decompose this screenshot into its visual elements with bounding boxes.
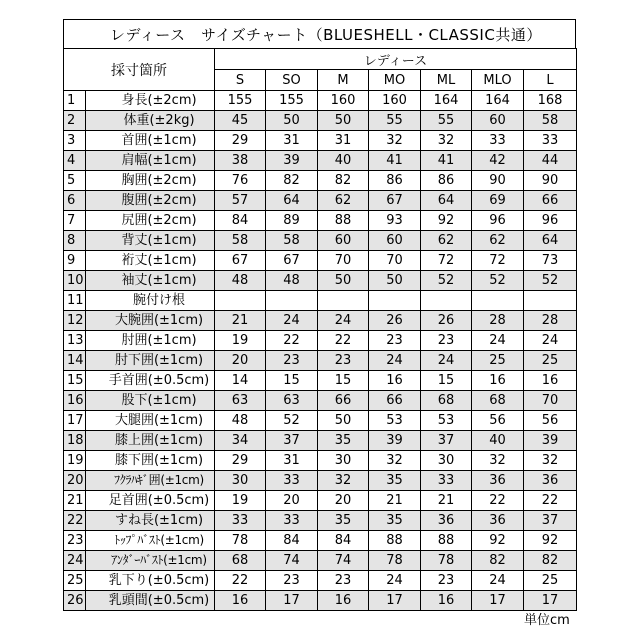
size-value: 22 <box>215 571 266 591</box>
size-value: 25 <box>472 351 524 371</box>
size-value: 23 <box>266 351 318 371</box>
size-value: 66 <box>369 391 421 411</box>
measurement-item <box>86 451 215 471</box>
row-number: 9 <box>64 251 86 271</box>
size-value: 70 <box>524 391 577 411</box>
size-value: 20 <box>215 351 266 371</box>
measurement-label: 身長(±2cm) <box>121 93 197 108</box>
measurement-label: 尻囲(±2cm) <box>121 213 197 228</box>
size-value: 55 <box>421 111 472 131</box>
row-number: 4 <box>64 151 86 171</box>
size-value: 15 <box>421 371 472 391</box>
table-row <box>64 131 577 151</box>
measurement-label: 足首囲(±0.5cm) <box>108 493 210 508</box>
size-value: 17 <box>472 591 524 611</box>
measurement-item <box>86 91 215 111</box>
table-row <box>64 491 577 511</box>
size-value: 84 <box>318 531 369 551</box>
table-row <box>64 331 577 351</box>
size-value: 66 <box>524 191 577 211</box>
size-value: 32 <box>524 451 577 471</box>
size-header: M <box>318 70 369 91</box>
size-value: 31 <box>266 451 318 471</box>
size-value: 22 <box>472 491 524 511</box>
size-value: 24 <box>472 331 524 351</box>
row-number: 21 <box>64 491 86 511</box>
row-number: 16 <box>64 391 86 411</box>
size-value: 30 <box>318 451 369 471</box>
measurement-label: すね長(±1cm) <box>114 513 204 528</box>
table-row <box>64 411 577 431</box>
measure-header: 採寸箇所 <box>64 49 215 91</box>
size-value: 36 <box>421 511 472 531</box>
size-value: 15 <box>318 371 369 391</box>
measurement-label: 肘下囲(±1cm) <box>114 353 204 368</box>
size-value: 32 <box>369 131 421 151</box>
measurement-item <box>86 211 215 231</box>
size-value: 23 <box>266 571 318 591</box>
row-number: 7 <box>64 211 86 231</box>
size-value: 39 <box>266 151 318 171</box>
size-value: 16 <box>369 371 421 391</box>
size-value: 32 <box>318 471 369 491</box>
size-value: 82 <box>266 171 318 191</box>
size-value: 92 <box>524 531 577 551</box>
size-value: 82 <box>524 551 577 571</box>
size-value: 168 <box>524 91 577 111</box>
size-value: 60 <box>369 231 421 251</box>
size-value: 90 <box>524 171 577 191</box>
row-number: 15 <box>64 371 86 391</box>
size-value: 67 <box>369 191 421 211</box>
size-value: 33 <box>472 131 524 151</box>
table-row <box>64 571 577 591</box>
size-value: 90 <box>472 171 524 191</box>
measurement-item <box>86 431 215 451</box>
size-value: 32 <box>369 451 421 471</box>
size-value: 24 <box>472 571 524 591</box>
row-number: 18 <box>64 431 86 451</box>
measurement-label: 肘囲(±1cm) <box>121 333 197 348</box>
size-value: 53 <box>369 411 421 431</box>
size-value: 20 <box>266 491 318 511</box>
measurement-label: ﾄｯﾌﾟﾊﾞｽﾄ(±1cm) <box>114 533 204 547</box>
size-header: L <box>524 70 577 91</box>
size-value: 33 <box>524 131 577 151</box>
size-value: 88 <box>369 531 421 551</box>
size-value: 68 <box>421 391 472 411</box>
measurement-label: 裄丈(±1cm) <box>121 253 197 268</box>
measurement-item <box>86 591 215 611</box>
row-number: 13 <box>64 331 86 351</box>
size-value: 78 <box>215 531 266 551</box>
row-number: 6 <box>64 191 86 211</box>
table-row <box>64 471 577 491</box>
table-row <box>64 591 577 611</box>
measurement-item <box>86 271 215 291</box>
row-number: 11 <box>64 291 86 311</box>
size-value: 36 <box>472 511 524 531</box>
row-number: 23 <box>64 531 86 551</box>
size-value: 72 <box>421 251 472 271</box>
size-value: 33 <box>215 511 266 531</box>
size-value: 24 <box>369 571 421 591</box>
measurement-label: 股下(±1cm) <box>121 393 197 408</box>
size-value: 50 <box>369 271 421 291</box>
measurement-label: 背丈(±1cm) <box>121 233 197 248</box>
size-value: 74 <box>318 551 369 571</box>
table-row <box>64 151 577 171</box>
size-value <box>266 291 318 311</box>
size-value: 25 <box>524 571 577 591</box>
measurement-item <box>86 551 215 571</box>
size-value: 62 <box>472 231 524 251</box>
size-value: 36 <box>472 471 524 491</box>
size-value: 37 <box>524 511 577 531</box>
size-value: 52 <box>266 411 318 431</box>
size-value: 33 <box>266 511 318 531</box>
size-value: 155 <box>266 91 318 111</box>
size-value: 58 <box>266 231 318 251</box>
row-number: 5 <box>64 171 86 191</box>
size-value: 17 <box>524 591 577 611</box>
size-value: 93 <box>369 211 421 231</box>
size-value: 31 <box>266 131 318 151</box>
table-row <box>64 451 577 471</box>
size-value: 50 <box>266 111 318 131</box>
size-value: 17 <box>266 591 318 611</box>
size-value: 88 <box>421 531 472 551</box>
size-value: 23 <box>318 351 369 371</box>
row-number: 24 <box>64 551 86 571</box>
size-value: 78 <box>369 551 421 571</box>
size-value: 48 <box>215 411 266 431</box>
row-number: 12 <box>64 311 86 331</box>
size-value: 35 <box>318 511 369 531</box>
measurement-label: 肩幅(±1cm) <box>121 153 197 168</box>
table-row <box>64 291 577 311</box>
size-value: 74 <box>266 551 318 571</box>
size-value: 35 <box>369 511 421 531</box>
size-value: 28 <box>472 311 524 331</box>
size-value: 55 <box>369 111 421 131</box>
size-value: 96 <box>524 211 577 231</box>
size-value: 16 <box>421 591 472 611</box>
size-value: 160 <box>369 91 421 111</box>
size-value: 23 <box>369 331 421 351</box>
size-value <box>369 291 421 311</box>
size-value: 60 <box>472 111 524 131</box>
size-value: 26 <box>421 311 472 331</box>
size-value: 30 <box>421 451 472 471</box>
measurement-item <box>86 351 215 371</box>
size-value: 26 <box>369 311 421 331</box>
size-value: 24 <box>524 331 577 351</box>
table-row <box>64 231 577 251</box>
size-value: 53 <box>421 411 472 431</box>
size-value: 160 <box>318 91 369 111</box>
measurement-label: 首囲(±1cm) <box>121 133 197 148</box>
size-value: 52 <box>421 271 472 291</box>
size-value: 16 <box>318 591 369 611</box>
measurement-label: ｱﾝﾀﾞｰﾊﾞｽﾄ(±1cm) <box>111 553 207 567</box>
row-number: 20 <box>64 471 86 491</box>
size-header: ML <box>421 70 472 91</box>
row-number: 26 <box>64 591 86 611</box>
size-value: 30 <box>215 471 266 491</box>
row-number: 10 <box>64 271 86 291</box>
row-number: 19 <box>64 451 86 471</box>
size-value: 63 <box>215 391 266 411</box>
size-value: 92 <box>472 531 524 551</box>
size-value: 22 <box>318 331 369 351</box>
measurement-label: 大腕囲(±1cm) <box>114 313 204 328</box>
table-row <box>64 191 577 211</box>
size-value: 15 <box>266 371 318 391</box>
size-value: 32 <box>472 451 524 471</box>
row-number: 17 <box>64 411 86 431</box>
size-table <box>63 48 577 611</box>
measurement-item <box>86 111 215 131</box>
table-row <box>64 351 577 371</box>
size-value: 48 <box>215 271 266 291</box>
size-value: 64 <box>266 191 318 211</box>
size-value: 72 <box>472 251 524 271</box>
size-value: 32 <box>421 131 472 151</box>
size-value: 57 <box>215 191 266 211</box>
size-value: 56 <box>472 411 524 431</box>
size-value: 14 <box>215 371 266 391</box>
size-value: 31 <box>318 131 369 151</box>
row-number: 1 <box>64 91 86 111</box>
size-value: 92 <box>421 211 472 231</box>
measurement-item <box>86 291 215 311</box>
size-value: 22 <box>524 491 577 511</box>
size-value: 82 <box>318 171 369 191</box>
size-value: 68 <box>215 551 266 571</box>
ladies-group-header: レディース <box>215 49 577 70</box>
size-value: 41 <box>421 151 472 171</box>
size-value: 86 <box>369 171 421 191</box>
measurement-label: 胸囲(±2cm) <box>121 173 197 188</box>
unit-note: 単位cm <box>524 613 570 628</box>
size-value: 60 <box>318 231 369 251</box>
size-value: 58 <box>215 231 266 251</box>
size-value: 24 <box>369 351 421 371</box>
measurement-label: 手首囲(±0.5cm) <box>108 373 210 388</box>
table-row <box>64 511 577 531</box>
measurement-label: 腕付け根 <box>132 293 185 308</box>
size-header: SO <box>266 70 318 91</box>
measurement-item <box>86 131 215 151</box>
size-value: 67 <box>266 251 318 271</box>
size-value: 62 <box>318 191 369 211</box>
table-row <box>64 531 577 551</box>
size-value: 39 <box>524 431 577 451</box>
size-value: 19 <box>215 491 266 511</box>
size-value: 63 <box>266 391 318 411</box>
size-value: 155 <box>215 91 266 111</box>
size-value: 84 <box>215 211 266 231</box>
table-row <box>64 111 577 131</box>
row-number: 3 <box>64 131 86 151</box>
size-value: 24 <box>266 311 318 331</box>
size-value: 35 <box>369 471 421 491</box>
size-value: 42 <box>472 151 524 171</box>
size-value: 52 <box>472 271 524 291</box>
measurement-item <box>86 391 215 411</box>
size-value <box>318 291 369 311</box>
size-value: 20 <box>318 491 369 511</box>
size-value: 17 <box>369 591 421 611</box>
size-value: 89 <box>266 211 318 231</box>
size-value: 69 <box>472 191 524 211</box>
size-header: MO <box>369 70 421 91</box>
row-number: 14 <box>64 351 86 371</box>
size-value: 70 <box>369 251 421 271</box>
size-value: 38 <box>215 151 266 171</box>
measurement-item <box>86 371 215 391</box>
measurement-item <box>86 471 215 491</box>
size-value: 24 <box>318 311 369 331</box>
table-row <box>64 171 577 191</box>
size-value <box>215 291 266 311</box>
measurement-item <box>86 151 215 171</box>
size-value: 73 <box>524 251 577 271</box>
size-value: 164 <box>421 91 472 111</box>
size-value: 29 <box>215 451 266 471</box>
size-value: 33 <box>266 471 318 491</box>
size-header: S <box>215 70 266 91</box>
size-header: MLO <box>472 70 524 91</box>
size-value: 16 <box>472 371 524 391</box>
size-value: 39 <box>369 431 421 451</box>
measurement-item <box>86 491 215 511</box>
size-value: 68 <box>472 391 524 411</box>
size-value: 21 <box>369 491 421 511</box>
size-value: 64 <box>421 191 472 211</box>
size-value: 23 <box>421 331 472 351</box>
size-value: 22 <box>266 331 318 351</box>
measurement-item <box>86 251 215 271</box>
measurement-item <box>86 571 215 591</box>
table-row <box>64 91 577 111</box>
measurement-item <box>86 331 215 351</box>
size-value: 45 <box>215 111 266 131</box>
chart-title: レディース サイズチャート（BLUESHELL・CLASSIC共通） <box>63 19 576 49</box>
measurement-item <box>86 191 215 211</box>
size-value: 19 <box>215 331 266 351</box>
size-value: 21 <box>215 311 266 331</box>
size-value <box>421 291 472 311</box>
size-value: 52 <box>524 271 577 291</box>
size-value: 50 <box>318 111 369 131</box>
size-value: 23 <box>421 571 472 591</box>
size-value: 33 <box>421 471 472 491</box>
size-value: 23 <box>318 571 369 591</box>
size-chart <box>63 19 576 611</box>
measurement-label: ﾌｸﾗﾊｷﾞ囲(±1cm) <box>114 473 204 487</box>
size-value: 67 <box>215 251 266 271</box>
size-value: 82 <box>472 551 524 571</box>
table-row <box>64 551 577 571</box>
measurement-label: 袖丈(±1cm) <box>121 273 197 288</box>
measurement-label: 腹囲(±2cm) <box>121 193 197 208</box>
size-value: 44 <box>524 151 577 171</box>
table-row <box>64 211 577 231</box>
measurement-label: 膝下囲(±1cm) <box>114 453 204 468</box>
size-value: 25 <box>524 351 577 371</box>
size-value: 28 <box>524 311 577 331</box>
size-value: 34 <box>215 431 266 451</box>
measurement-item <box>86 311 215 331</box>
measurement-item <box>86 171 215 191</box>
size-value: 37 <box>266 431 318 451</box>
size-value <box>472 291 524 311</box>
table-row <box>64 391 577 411</box>
table-row <box>64 251 577 271</box>
size-value: 40 <box>472 431 524 451</box>
size-value: 56 <box>524 411 577 431</box>
measurement-item <box>86 231 215 251</box>
table-row <box>64 431 577 451</box>
size-value: 40 <box>318 151 369 171</box>
table-row <box>64 311 577 331</box>
size-value: 24 <box>421 351 472 371</box>
size-value: 78 <box>421 551 472 571</box>
size-value: 164 <box>472 91 524 111</box>
size-value: 84 <box>266 531 318 551</box>
measurement-item <box>86 531 215 551</box>
size-value: 16 <box>215 591 266 611</box>
size-value: 96 <box>472 211 524 231</box>
size-value: 29 <box>215 131 266 151</box>
table-row <box>64 371 577 391</box>
size-value: 86 <box>421 171 472 191</box>
size-value: 37 <box>421 431 472 451</box>
size-value: 41 <box>369 151 421 171</box>
measurement-label: 大腿囲(±1cm) <box>114 413 204 428</box>
measurement-label: 体重(±2kg) <box>123 113 195 128</box>
size-value: 16 <box>524 371 577 391</box>
size-value: 48 <box>266 271 318 291</box>
size-value: 58 <box>524 111 577 131</box>
size-value: 76 <box>215 171 266 191</box>
size-value: 50 <box>318 271 369 291</box>
row-number: 8 <box>64 231 86 251</box>
size-value: 88 <box>318 211 369 231</box>
size-value: 36 <box>524 471 577 491</box>
measurement-item <box>86 511 215 531</box>
size-value <box>524 291 577 311</box>
row-number: 2 <box>64 111 86 131</box>
size-value: 50 <box>318 411 369 431</box>
measurement-label: 乳頭間(±0.5cm) <box>108 593 210 608</box>
size-value: 70 <box>318 251 369 271</box>
measurement-label: 乳下り(±0.5cm) <box>108 573 210 588</box>
size-value: 66 <box>318 391 369 411</box>
measurement-item <box>86 411 215 431</box>
row-number: 22 <box>64 511 86 531</box>
size-value: 35 <box>318 431 369 451</box>
table-row <box>64 271 577 291</box>
size-value: 64 <box>524 231 577 251</box>
row-number: 25 <box>64 571 86 591</box>
size-value: 21 <box>421 491 472 511</box>
measurement-label: 膝上囲(±1cm) <box>114 433 204 448</box>
size-value: 62 <box>421 231 472 251</box>
